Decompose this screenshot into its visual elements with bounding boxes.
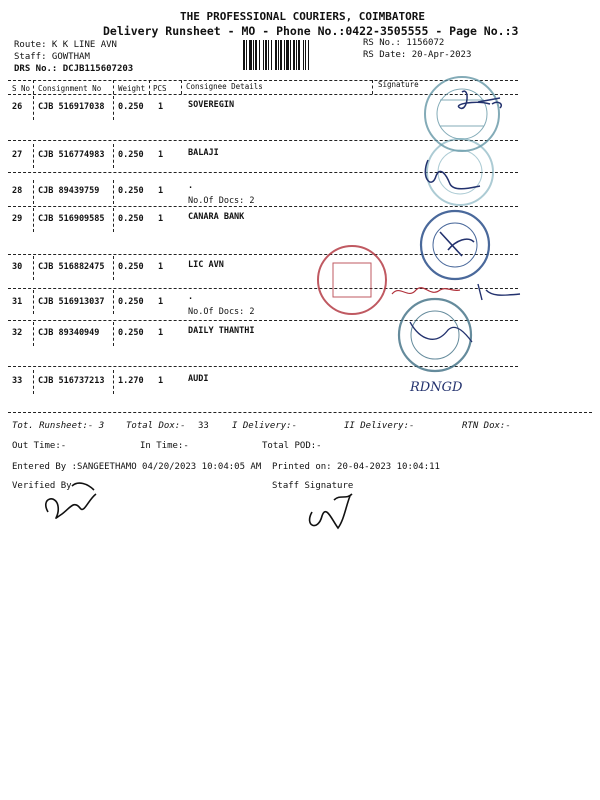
company-name: THE PROFESSIONAL COURIERS, COIMBATORE xyxy=(180,10,426,23)
signature-row29 xyxy=(440,232,474,256)
row-consignee: CANARA BANK xyxy=(188,212,245,222)
row-pcs: 1 xyxy=(158,186,164,196)
entered-by: Entered By :SANGEETHAMO 04/20/2023 10:04:05 AM xyxy=(12,462,262,472)
col-weight: Weight xyxy=(118,84,146,93)
courier-stamp-row27 xyxy=(427,139,493,205)
row-consignee: DAILY THANTHI xyxy=(188,326,255,336)
col-sno: S No xyxy=(12,84,31,93)
row-consignee: . xyxy=(188,292,194,302)
verified-by-signature xyxy=(46,483,96,518)
signature-row30-red xyxy=(392,288,460,294)
signature-row30 xyxy=(478,284,520,300)
lic-stamp-row30 xyxy=(318,246,386,314)
row-pcs: 1 xyxy=(158,102,164,112)
total-pod: Total POD:- xyxy=(262,441,322,451)
printed-on: Printed on: 20-04-2023 10:04:11 xyxy=(272,462,440,472)
row-pcs: 1 xyxy=(158,297,164,307)
row-weight: 0.250 xyxy=(118,328,144,338)
row-docs: No.Of Docs: 2 xyxy=(188,196,255,206)
row-weight: 1.270 xyxy=(118,376,144,386)
col-consignment: Consignment No xyxy=(38,84,102,93)
row-consignment: CJB 516913037 xyxy=(38,297,105,307)
bank-stamp-row29 xyxy=(421,211,489,279)
row-sno: 33 xyxy=(12,376,23,386)
row-sno: 28 xyxy=(12,186,23,196)
row-sno: 31 xyxy=(12,297,23,307)
row-pcs: 1 xyxy=(158,328,164,338)
row-sno: 27 xyxy=(12,150,23,160)
staff-signature-mark xyxy=(310,494,352,528)
in-time: In Time:- xyxy=(140,441,189,451)
col-pcs: PCS xyxy=(153,84,167,93)
row-pcs: 1 xyxy=(158,150,164,160)
signature-row27 xyxy=(425,160,480,189)
verified-by-label: Verified By xyxy=(12,481,72,491)
row-sno: 30 xyxy=(12,262,23,272)
row-consignee: . xyxy=(188,181,194,191)
row-consignee: LIC AVN xyxy=(188,260,224,270)
row-pcs: 1 xyxy=(158,262,164,272)
col-signature: Signature xyxy=(378,80,419,89)
drs-number: DRS No.: DCJB115607203 xyxy=(14,64,134,74)
ii-delivery: II Delivery:- xyxy=(344,421,415,431)
row-consignee: AUDI xyxy=(188,374,209,384)
row-weight: 0.250 xyxy=(118,297,144,307)
row-pcs: 1 xyxy=(158,376,164,386)
total-dox-value: 33 xyxy=(198,421,209,431)
out-time: Out Time:- xyxy=(12,441,67,451)
total-dox-label: Total Dox:- xyxy=(126,421,186,431)
row-consignment: CJB 516917038 xyxy=(38,102,105,112)
rs-date: RS Date: 20-Apr-2023 xyxy=(363,50,472,60)
runsheet-subtitle: Delivery Runsheet - MO - Phone No.:0422-3505555 - Page No.:3 xyxy=(103,24,519,38)
row-weight: 0.250 xyxy=(118,262,144,272)
row-consignment: CJB 516774983 xyxy=(38,150,105,160)
row-weight: 0.250 xyxy=(118,150,144,160)
row-consignment: CJB 516737213 xyxy=(38,376,105,386)
row-consignee: SOVEREGIN xyxy=(188,100,235,110)
rtn-dox: RTN Dox:- xyxy=(462,421,511,431)
row-sno: 29 xyxy=(12,214,23,224)
row-consignment: CJB 89340949 xyxy=(38,328,100,338)
row-consignment: CJB 516909585 xyxy=(38,214,105,224)
row-pcs: 1 xyxy=(158,214,164,224)
row-weight: 0.250 xyxy=(118,186,144,196)
signature-row32 xyxy=(410,322,472,342)
total-runsheet: Tot. Runsheet:- 3 xyxy=(12,421,105,431)
row-weight: 0.250 xyxy=(118,214,144,224)
staff-label: Staff: GOWTHAM xyxy=(14,52,90,62)
row-weight: 0.250 xyxy=(118,102,144,112)
i-delivery: I Delivery:- xyxy=(232,421,298,431)
row-docs: No.Of Docs: 2 xyxy=(188,307,255,317)
col-consignee: Consignee Details xyxy=(186,82,263,91)
route-label: Route: K K LINE AVN xyxy=(14,40,117,50)
row-consignment: CJB 89439759 xyxy=(38,186,100,196)
courier-stamp-row32 xyxy=(399,299,471,371)
row-consignment: CJB 516882475 xyxy=(38,262,105,272)
row-sno: 32 xyxy=(12,328,23,338)
row-sno: 26 xyxy=(12,102,23,112)
handwritten-signature-row33: RDNGD xyxy=(410,380,463,395)
staff-signature-label: Staff Signature xyxy=(272,481,354,491)
row-consignee: BALAJI xyxy=(188,148,219,158)
rs-number: RS No.: 1156072 xyxy=(363,38,445,48)
